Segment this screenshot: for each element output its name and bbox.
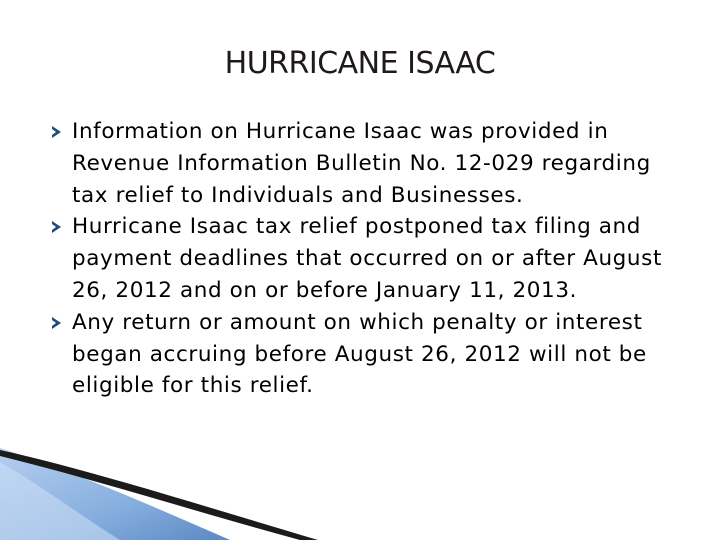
slide-title: HURRICANE ISAAC bbox=[224, 46, 496, 81]
arrow-bullet-icon bbox=[52, 126, 61, 138]
bullet-list bbox=[52, 116, 692, 402]
bullet-item bbox=[52, 211, 692, 306]
bullet-text: Information on Hurricane Isaac was provided in Revenue Information Bulletin No. 12-029 regarding tax relief to Individuals and Businesses. bbox=[72, 119, 651, 208]
corner-blue-swoosh bbox=[0, 448, 230, 540]
bullet-text: Hurricane Isaac tax relief postponed tax filing and payment deadlines that occurred on or after August 26, 2012 and on or before January 11, 2013. bbox=[72, 214, 662, 303]
bullet-text: Any return or amount on which penalty or interest began accruing before August 26, 2012 will not be eligible for this relief. bbox=[72, 309, 647, 399]
bullet-item bbox=[52, 307, 692, 402]
arrow-bullet-icon bbox=[52, 317, 61, 329]
arrow-bullet-icon bbox=[52, 221, 61, 233]
corner-light-band bbox=[0, 462, 120, 540]
bullet-item bbox=[52, 116, 692, 211]
corner-dark-stroke bbox=[0, 450, 318, 540]
